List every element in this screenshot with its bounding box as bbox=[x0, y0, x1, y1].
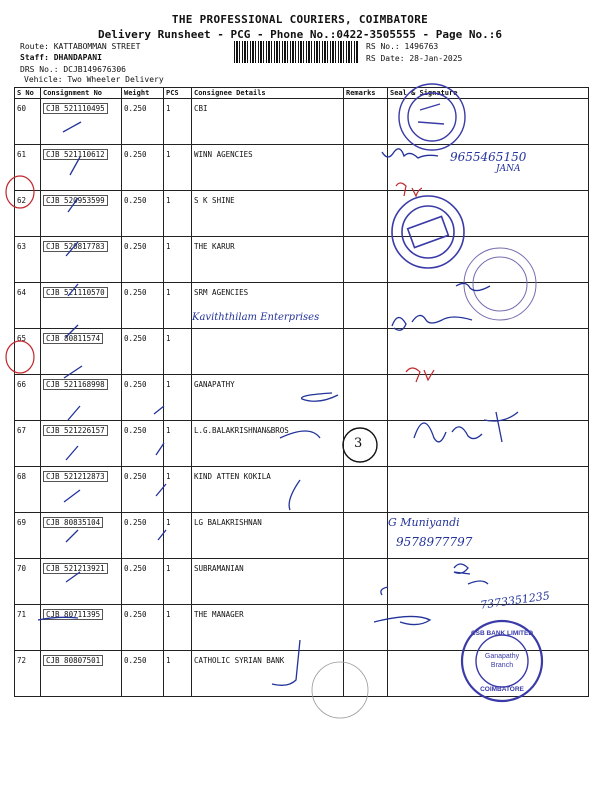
cell-sno: 68 bbox=[15, 467, 41, 513]
table-row bbox=[15, 191, 589, 237]
consignment-number: CJB 520817783 bbox=[43, 241, 108, 252]
cell-sno: 72 bbox=[15, 651, 41, 697]
cell-consignee: SUBRAMANIAN bbox=[192, 559, 344, 605]
cell-signature bbox=[388, 375, 589, 421]
col-weight: Weight bbox=[122, 88, 164, 99]
cell-pcs: 1 bbox=[164, 559, 192, 605]
cell-weight: 0.250 bbox=[122, 145, 164, 191]
cell-pcs: 1 bbox=[164, 605, 192, 651]
cell-consignment bbox=[41, 237, 122, 283]
cell-remarks bbox=[344, 651, 388, 697]
cell-pcs: 1 bbox=[164, 329, 192, 375]
document-title: THE PROFESSIONAL COURIERS, COIMBATORE bbox=[171, 13, 429, 26]
cell-pcs: 1 bbox=[164, 651, 192, 697]
cell-weight: 0.250 bbox=[122, 559, 164, 605]
cell-sno: 61 bbox=[15, 145, 41, 191]
cell-weight: 0.250 bbox=[122, 421, 164, 467]
drs-label: DRS No.: DCJB149676306 bbox=[20, 65, 126, 74]
cell-signature bbox=[388, 283, 589, 329]
cell-sno: 65 bbox=[15, 329, 41, 375]
cell-remarks bbox=[344, 191, 388, 237]
cell-remarks bbox=[344, 605, 388, 651]
cell-weight: 0.250 bbox=[122, 651, 164, 697]
cell-pcs: 1 bbox=[164, 191, 192, 237]
cell-consignment bbox=[41, 651, 122, 697]
cell-sno: 64 bbox=[15, 283, 41, 329]
cell-consignee: LG BALAKRISHNAN bbox=[192, 513, 344, 559]
cell-consignee: CBI bbox=[192, 99, 344, 145]
cell-consignment bbox=[41, 191, 122, 237]
consignment-number: CJB 80711395 bbox=[43, 609, 103, 620]
table-row bbox=[15, 421, 589, 467]
cell-weight: 0.250 bbox=[122, 375, 164, 421]
cell-signature bbox=[388, 191, 589, 237]
cell-consignment bbox=[41, 283, 122, 329]
cell-signature bbox=[388, 421, 589, 467]
cell-remarks bbox=[344, 421, 388, 467]
cell-remarks bbox=[344, 237, 388, 283]
cell-pcs: 1 bbox=[164, 99, 192, 145]
col-sno: S No bbox=[15, 88, 41, 99]
route-label: Route: KATTABOMMAN STREET bbox=[20, 42, 141, 51]
csb-stamp-branch: Ganapathy Branch bbox=[484, 653, 520, 669]
cell-consignment bbox=[41, 99, 122, 145]
consignment-number: CJB 521110612 bbox=[43, 149, 108, 160]
cell-weight: 0.250 bbox=[122, 513, 164, 559]
table-row bbox=[15, 513, 589, 559]
table-row bbox=[15, 329, 589, 375]
table-row bbox=[15, 99, 589, 145]
cell-consignee: CATHOLIC SYRIAN BANK bbox=[192, 651, 344, 697]
consignment-number: CJB 521226157 bbox=[43, 425, 108, 436]
handwritten-phone-61: 9655465150 bbox=[450, 150, 527, 164]
cell-remarks bbox=[344, 559, 388, 605]
cell-sno: 67 bbox=[15, 421, 41, 467]
cell-signature bbox=[388, 467, 589, 513]
cell-consignee: GANAPATHY bbox=[192, 375, 344, 421]
vehicle-label: Vehicle: Two Wheeler Delivery bbox=[24, 75, 164, 84]
handwritten-phone-70: 9578977797 bbox=[396, 535, 473, 549]
col-pcs: PCS bbox=[164, 88, 192, 99]
cell-sno: 60 bbox=[15, 99, 41, 145]
cell-consignment bbox=[41, 467, 122, 513]
cell-consignee: THE MANAGER bbox=[192, 605, 344, 651]
handwritten-name-61: JANA bbox=[496, 164, 521, 174]
consignment-number: CJB 80835104 bbox=[43, 517, 103, 528]
consignment-number: CJB 521212873 bbox=[43, 471, 108, 482]
consignment-number: CJB 80811574 bbox=[43, 333, 103, 344]
cell-consignment bbox=[41, 559, 122, 605]
table-row bbox=[15, 467, 589, 513]
consignment-number: CJB 521168998 bbox=[43, 379, 108, 390]
table-header-row bbox=[15, 88, 589, 99]
cell-weight: 0.250 bbox=[122, 467, 164, 513]
cell-consignee: S K SHINE bbox=[192, 191, 344, 237]
handwritten-phone-72: 7373351235 bbox=[479, 589, 551, 612]
cell-sno: 62 bbox=[15, 191, 41, 237]
consignment-number: CJB 521110495 bbox=[43, 103, 108, 114]
cell-consignee: KIND ATTEN KOKILA bbox=[192, 467, 344, 513]
cell-consignee: L.G.BALAKRISHNAN&BROS bbox=[192, 421, 344, 467]
cell-sno: 71 bbox=[15, 605, 41, 651]
cell-pcs: 1 bbox=[164, 421, 192, 467]
consignment-number: CJB 520953599 bbox=[43, 195, 108, 206]
rs-date: RS Date: 28-Jan-2025 bbox=[366, 54, 463, 63]
staff-label: Staff: DHANDAPANI bbox=[20, 53, 102, 62]
cell-consignment bbox=[41, 375, 122, 421]
cell-pcs: 1 bbox=[164, 467, 192, 513]
cell-sno: 69 bbox=[15, 513, 41, 559]
cell-consignment bbox=[41, 329, 122, 375]
cell-remarks bbox=[344, 467, 388, 513]
cell-sno: 70 bbox=[15, 559, 41, 605]
cell-signature bbox=[388, 237, 589, 283]
cell-weight: 0.250 bbox=[122, 191, 164, 237]
barcode bbox=[234, 41, 358, 63]
rs-number: RS No.: 1496763 bbox=[366, 42, 439, 51]
cell-pcs: 1 bbox=[164, 513, 192, 559]
table-row bbox=[15, 605, 589, 651]
consignment-number: CJB 521213921 bbox=[43, 563, 108, 574]
col-consignment: Consignment No bbox=[41, 88, 122, 99]
col-seal-signature: Seal & Signature bbox=[388, 88, 589, 99]
cell-remarks bbox=[344, 283, 388, 329]
col-remarks: Remarks bbox=[344, 88, 388, 99]
cell-remarks bbox=[344, 145, 388, 191]
cell-signature bbox=[388, 605, 589, 651]
cell-sno: 63 bbox=[15, 237, 41, 283]
cell-remarks bbox=[344, 375, 388, 421]
cell-remarks bbox=[344, 99, 388, 145]
handwritten-consignee-65: Kaviththilam Enterprises bbox=[192, 312, 320, 323]
cell-signature bbox=[388, 329, 589, 375]
cell-pcs: 1 bbox=[164, 237, 192, 283]
cell-consignment bbox=[41, 421, 122, 467]
document-subtitle: Delivery Runsheet - PCG - Phone No.:0422-3505555 - Page No.:6 bbox=[98, 28, 502, 41]
cell-consignee: THE KARUR bbox=[192, 237, 344, 283]
cell-weight: 0.250 bbox=[122, 99, 164, 145]
handwritten-name-70: G Muniyandi bbox=[388, 516, 460, 529]
consignment-number: CJB 521110570 bbox=[43, 287, 108, 298]
col-consignee: Consignee Details bbox=[192, 88, 344, 99]
cell-weight: 0.250 bbox=[122, 237, 164, 283]
cell-consignment bbox=[41, 145, 122, 191]
circled-number-text: 3 bbox=[354, 436, 363, 451]
cell-pcs: 1 bbox=[164, 375, 192, 421]
cell-consignee: SRM AGENCIES bbox=[192, 283, 344, 329]
cell-consignment bbox=[41, 513, 122, 559]
cell-pcs: 1 bbox=[164, 283, 192, 329]
cell-pcs: 1 bbox=[164, 145, 192, 191]
table-row bbox=[15, 237, 589, 283]
csb-stamp-bottom-text: COIMBATORE bbox=[480, 686, 524, 693]
cell-weight: 0.250 bbox=[122, 283, 164, 329]
cell-remarks bbox=[344, 329, 388, 375]
cell-consignee: WINN AGENCIES bbox=[192, 145, 344, 191]
consignment-number: CJB 80807501 bbox=[43, 655, 103, 666]
table-row bbox=[15, 375, 589, 421]
csb-stamp-top-text: CSB BANK LIMITED bbox=[470, 630, 534, 637]
cell-consignment bbox=[41, 605, 122, 651]
cell-weight: 0.250 bbox=[122, 329, 164, 375]
cell-consignee bbox=[192, 329, 344, 375]
cell-sno: 66 bbox=[15, 375, 41, 421]
cell-signature bbox=[388, 99, 589, 145]
cell-remarks bbox=[344, 513, 388, 559]
cell-weight: 0.250 bbox=[122, 605, 164, 651]
